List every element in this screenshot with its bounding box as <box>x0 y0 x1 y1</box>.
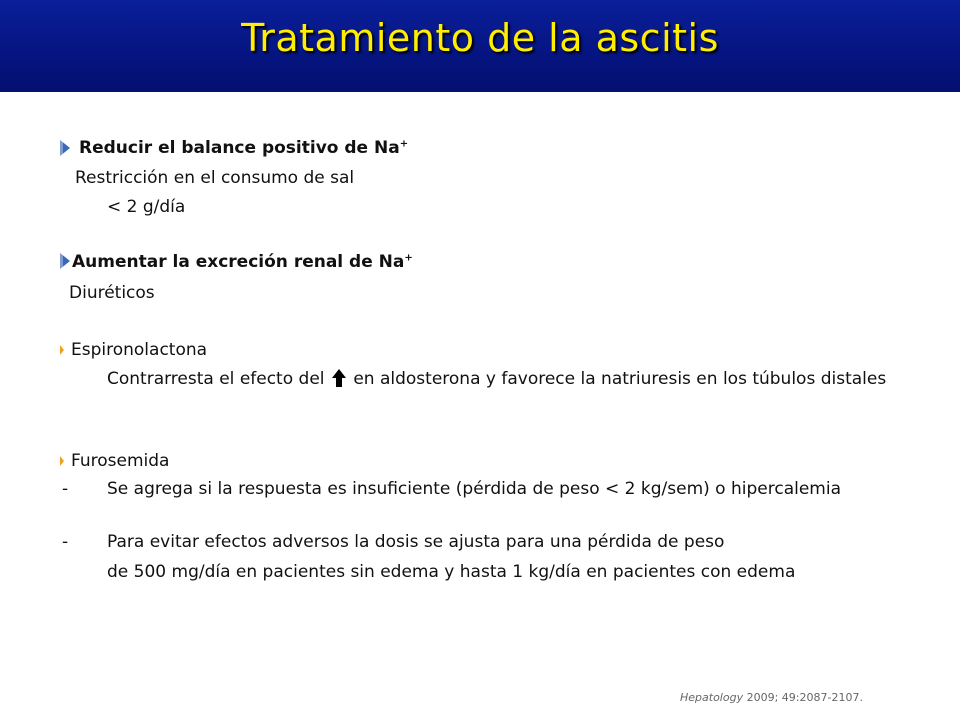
bullet-arrow-icon <box>60 253 70 269</box>
heading-increase-excretion-sup: + <box>404 252 413 264</box>
citation-journal: Hepatology <box>680 691 744 704</box>
salt-restriction-text: Restricción en el consumo de sal <box>75 168 355 188</box>
title-banner <box>0 0 960 92</box>
list-dash: - <box>62 532 69 552</box>
espironolactona-desc-end: en aldosterona y favorece la natriuresis en los túbulos distales <box>353 369 887 389</box>
furosemida-label: Furosemida <box>71 451 170 471</box>
espironolactona-description <box>107 368 907 390</box>
heading-increase-excretion-text: Aumentar la excreción renal de Na <box>72 252 405 272</box>
furosemida-item-insufficient: Se agrega si la respuesta es insuficiente (pérdida de peso < 2 kg/sem) o hipercalemia <box>107 479 841 499</box>
heading-reduce-sodium-sup: + <box>399 138 409 150</box>
heading-reduce-sodium-text: Reducir el balance positivo de Na <box>79 138 400 158</box>
bullet-arrow-icon <box>60 345 64 355</box>
list-dash: - <box>62 479 69 499</box>
salt-limit-text: < 2 g/día <box>107 197 186 217</box>
citation <box>680 691 863 704</box>
slide-title: Tratamiento de la ascitis <box>241 16 719 60</box>
citation-ref: 2009; 49:2087-2107. <box>743 691 863 704</box>
diuretics-text: Diuréticos <box>69 283 155 303</box>
furosemida-item-dose: Para evitar efectos adversos la dosis se ajusta para una pérdida de peso <box>107 532 725 552</box>
espironolactona-label: Espironolactona <box>71 340 208 360</box>
furosemida-dose-continuation: de 500 mg/día en pacientes sin edema y hasta 1 kg/día en pacientes con edema <box>107 562 796 582</box>
espironolactona-desc-start: Contrarresta el efecto del <box>107 369 325 389</box>
heading-increase-excretion <box>72 251 413 273</box>
heading-reduce-sodium <box>79 137 408 159</box>
bullet-arrow-icon <box>60 140 70 156</box>
bullet-arrow-icon <box>60 456 64 466</box>
up-arrow-icon <box>332 369 346 387</box>
